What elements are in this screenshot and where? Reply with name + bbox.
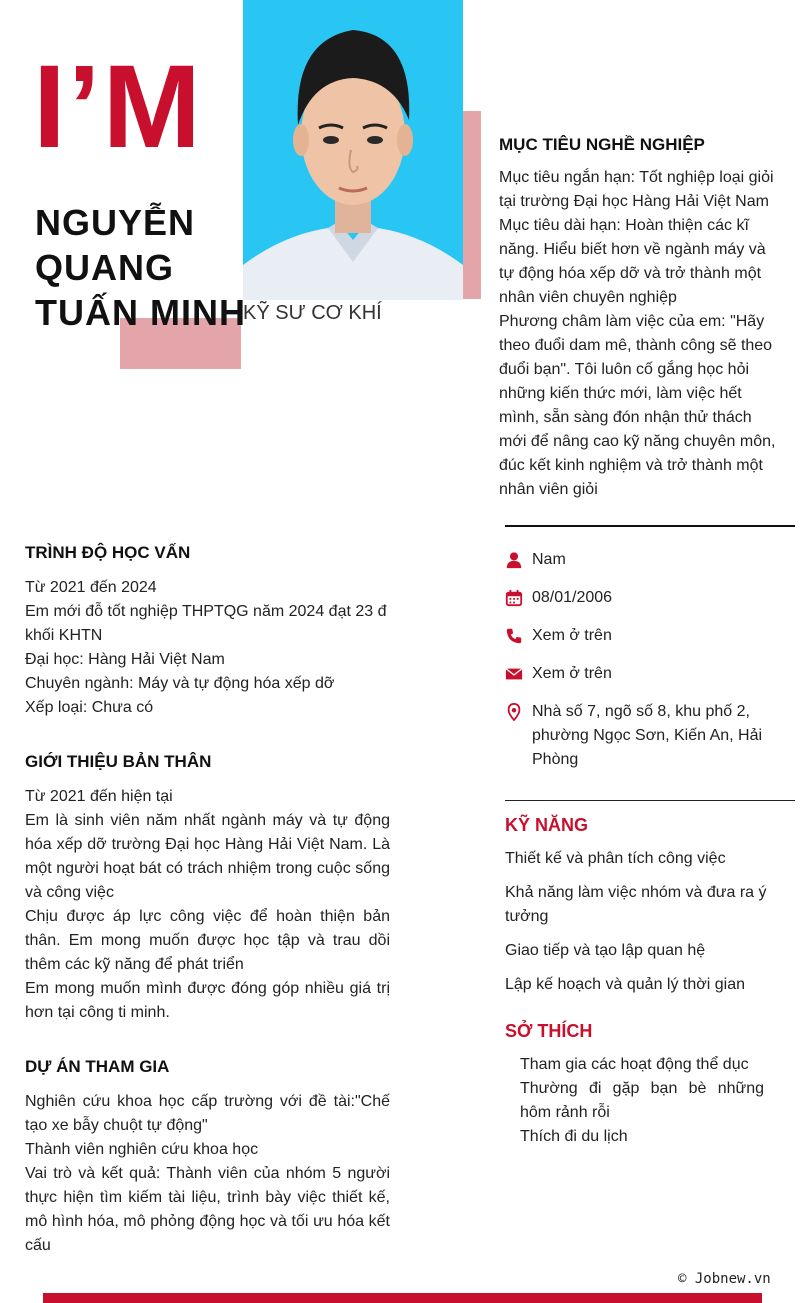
gender-value: Nam (532, 551, 566, 568)
job-title: KỸ SƯ CƠ KHÍ (243, 302, 382, 324)
education-heading: TRÌNH ĐỘ HỌC VẤN (25, 543, 191, 562)
education-line: Em mới đỗ tốt nghiệp THPTQG năm 2024 đạt 23 đ khối KHTN (25, 603, 387, 644)
education-line: Xếp loại: Chưa có (25, 699, 154, 716)
skill-item: Khả năng làm việc nhóm và đưa ra ý tưởng (505, 884, 767, 925)
divider (505, 525, 795, 527)
mail-icon (505, 665, 523, 683)
education-line: Từ 2021 đến 2024 (25, 579, 157, 596)
hobbies-list (520, 1053, 764, 1149)
phone-value: Xem ở trên (532, 627, 612, 644)
skill-item: Thiết kế và phân tích công việc (505, 850, 726, 867)
name-line-2: QUANG (35, 247, 174, 288)
about-line: Em là sinh viên năm nhất ngành máy và tự động hóa xếp dỡ trường Đại học Hàng Hải Việt Nam. Là một người hoạt bát có trách nhiệm trong cuộc sống và công việc (25, 812, 390, 901)
profile-photo (243, 0, 463, 300)
address-row (505, 700, 785, 772)
address-value: Nhà số 7, ngõ số 8, khu phố 2, phường Ngọc Sơn, Kiến An, Hải Phòng (532, 703, 763, 768)
person-icon (505, 551, 523, 569)
skill-item: Lập kế hoạch và quản lý thời gian (505, 976, 745, 993)
short-term-goal: Mục tiêu ngắn hạn: Tốt nghiệp loại giỏi tại trường Đại học Hàng Hải Việt Nam (499, 169, 774, 210)
project-line: Vai trò và kết quả: Thành viên của nhóm 5 người thực hiện tìm kiếm tài liệu, trình bày việc thiết kế, mô hình hóa, mô phỏng động học và tối ưu hóa kết cấu (25, 1165, 390, 1254)
project-line: Thành viên nghiên cứu khoa học (25, 1141, 259, 1158)
skills-list (505, 847, 790, 997)
name-line-3: TUẤN MINH (35, 292, 246, 333)
full-name (35, 200, 255, 335)
hobby-item: Thích đi du lịch (520, 1128, 628, 1145)
skills-heading: KỸ NĂNG (505, 815, 589, 835)
decorative-bar (463, 111, 481, 299)
divider (505, 800, 795, 801)
hobbies-heading: SỞ THÍCH (505, 1021, 593, 1041)
projects-section (25, 1090, 390, 1258)
about-line: Chịu được áp lực công việc để hoàn thiện bản thân. Em mong muốn được học tập và trau dồi thêm các kỹ năng để phát triển (25, 908, 390, 973)
hobby-item: Thường đi gặp bạn bè những hôm rảnh rỗi (520, 1080, 764, 1121)
location-icon (505, 703, 523, 721)
phone-row (505, 624, 785, 648)
projects-heading: DỰ ÁN THAM GIA (25, 1057, 170, 1076)
birthday-row (505, 586, 785, 610)
email-row (505, 662, 785, 686)
long-term-goal: Mục tiêu dài hạn: Hoàn thiện các kĩ năng. Hiểu biết hơn về ngành máy và tự động hóa xếp dỡ và trở thành một nhân viên chuyên nghiệp (499, 217, 766, 306)
skill-item: Giao tiếp và tạo lập quan hệ (505, 942, 706, 959)
about-line: Từ 2021 đến hiện tại (25, 788, 173, 805)
education-line: Chuyên ngành: Máy và tự động hóa xếp dỡ (25, 675, 335, 692)
birthday-value: 08/01/2006 (532, 589, 613, 606)
work-motto: Phương châm làm việc của em: "Hãy theo đuổi dam mê, thành công sẽ theo đuổi bạn". Tôi luôn cố gắng học hỏi những kiến thức mới, làm việc hết mình, sẵn sàng đón nhận thử thách mới để nâng cao kỹ năng chuyên môn, đúc kết kinh nghiệm và trở thành một nhân viên giỏi (499, 313, 776, 498)
calendar-icon (505, 589, 523, 607)
career-goal-text (499, 166, 781, 502)
footer-bar (43, 1293, 762, 1303)
phone-icon (505, 627, 523, 645)
hobby-item: Tham gia các hoạt động thể dục (520, 1056, 749, 1073)
career-goal-heading: MỤC TIÊU NGHỀ NGHIỆP (499, 135, 705, 154)
project-line: Nghiên cứu khoa học cấp trường với đề tài:"Chế tạo xe bẫy chuột tự động" (25, 1093, 390, 1134)
education-line: Đại học: Hàng Hải Việt Nam (25, 651, 225, 668)
education-section (25, 576, 390, 720)
copyright: © Jobnew.vn (678, 1271, 771, 1287)
name-line-1: NGUYỄN (35, 202, 196, 243)
email-value: Xem ở trên (532, 665, 612, 682)
im-heading: I’M (33, 41, 203, 173)
gender-row (505, 548, 785, 572)
about-line: Em mong muốn mình được đóng góp nhiều giá trị hơn tại công ti minh. (25, 980, 390, 1021)
about-section (25, 785, 390, 1025)
about-heading: GIỚI THIỆU BẢN THÂN (25, 752, 212, 771)
